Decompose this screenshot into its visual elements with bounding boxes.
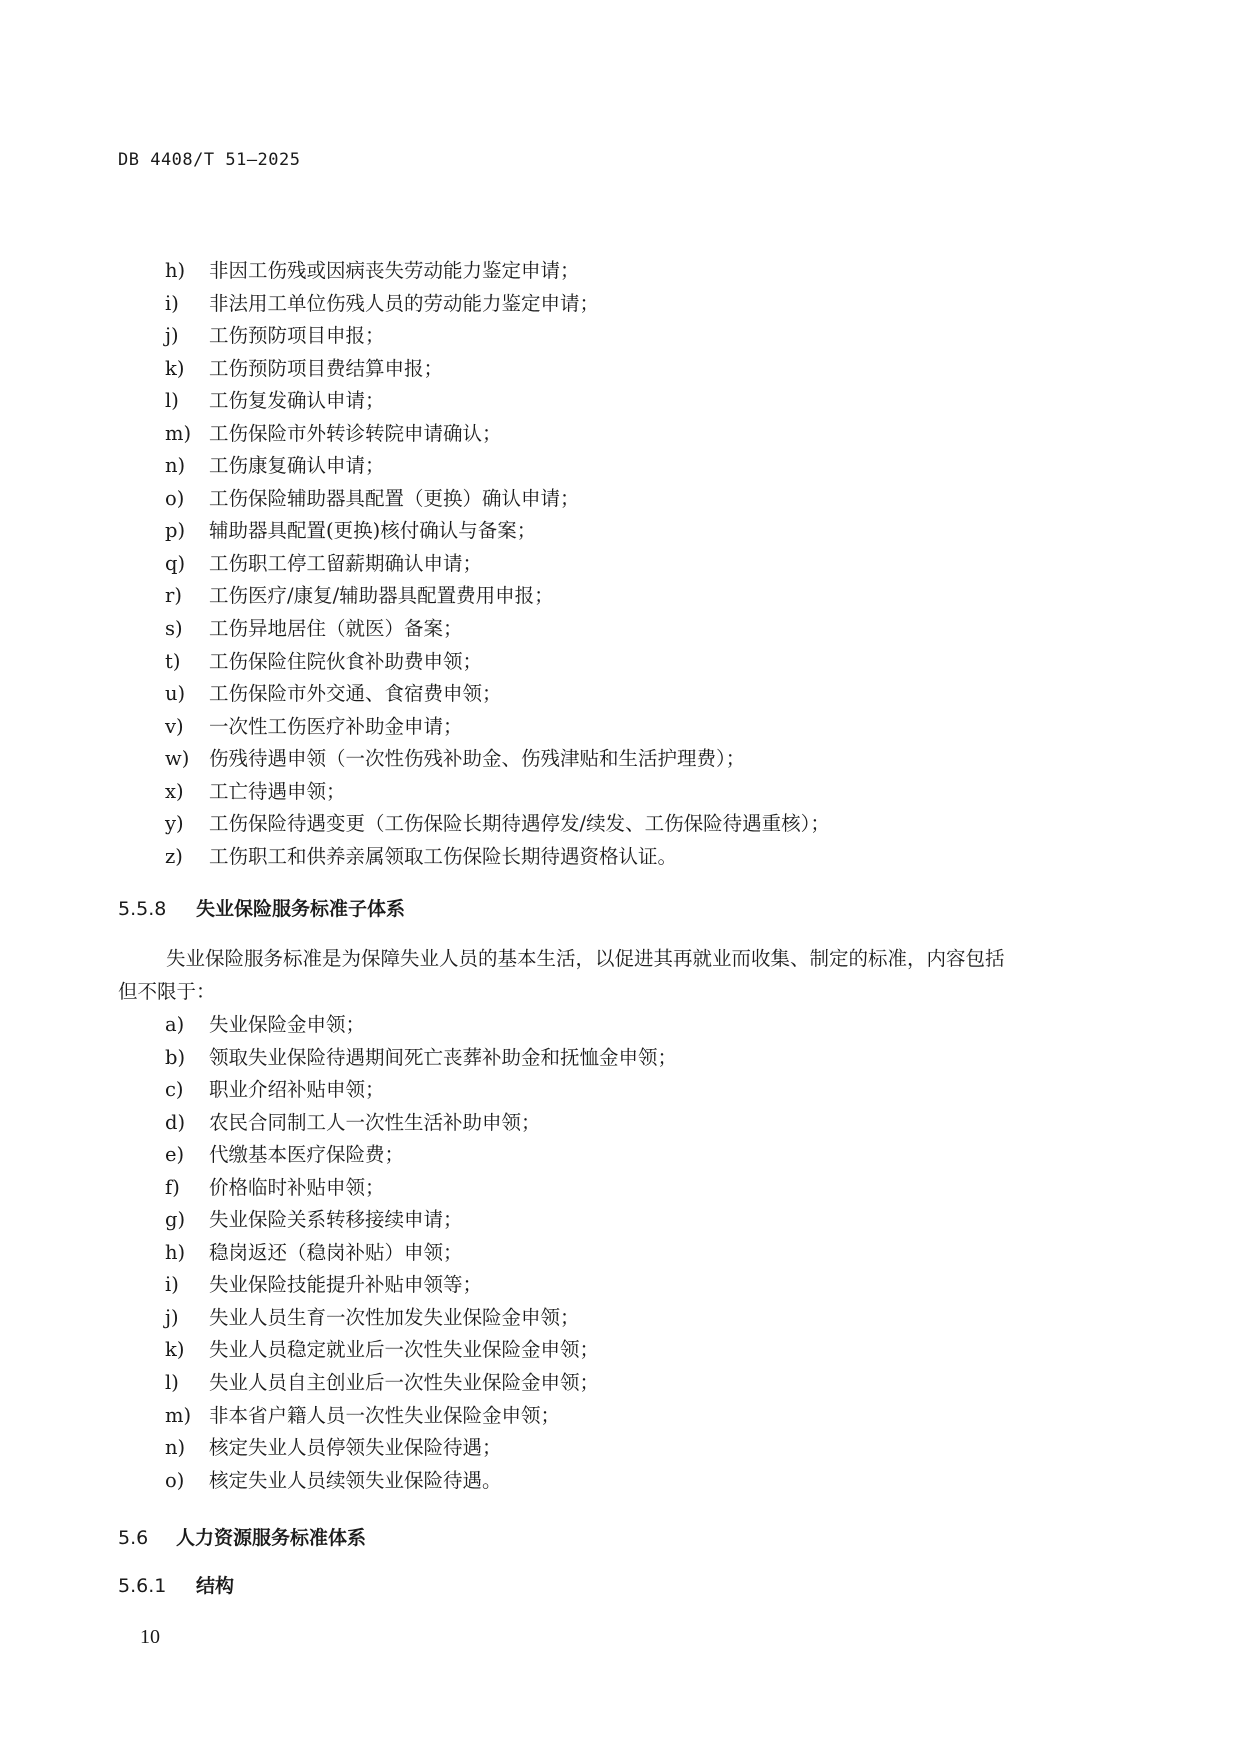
list-item-text: 工伤康复确认申请； [209,454,385,478]
list-marker: f) [165,1175,180,1199]
list-item-text: 代缴基本医疗保险费； [209,1143,405,1167]
list-marker: g) [165,1208,186,1232]
list-item [0,1334,1241,1367]
list-marker: d) [165,1110,186,1134]
document-code: DB 4408/T 51—2025 [118,150,301,170]
list-marker: j) [165,1305,179,1329]
section-title: 失业保险服务标准子体系 [196,898,406,920]
list-item-text: 工伤保险住院伙食补助费申领； [209,649,483,673]
list-marker: n) [165,1436,186,1460]
list-item [0,1172,1241,1205]
list-item-text: 价格临时补贴申领； [209,1175,385,1199]
list-marker: t) [165,649,181,673]
section-heading-5-6-1 [118,1571,234,1598]
list-item [0,808,1241,841]
list-marker: s) [165,617,183,641]
list-marker: a) [165,1013,185,1036]
list-item-text: 失业人员稳定就业后一次性失业保险金申领； [209,1338,600,1362]
list-item-text: 失业保险金申领； [209,1013,366,1036]
list-item [0,255,1241,288]
list-item [0,743,1241,776]
list-item-text: 辅助器具配置(更换)核付确认与备案； [209,519,537,543]
list-marker: x) [165,779,184,803]
list-item-text: 非本省户籍人员一次性失业保险金申领； [209,1403,561,1427]
list-item [0,1009,1241,1042]
list-item [0,418,1241,451]
list-item-text: 工亡待遇申领； [209,779,346,803]
section-title: 人力资源服务标准体系 [176,1527,367,1549]
section-heading-5-5-8 [118,894,405,921]
list-item-text: 工伤职工停工留薪期确认申请； [209,551,483,575]
list-item-text: 核定失业人员停领失业保险待遇； [209,1436,502,1460]
list-item [0,613,1241,646]
list-marker: l) [165,389,179,413]
list-marker: k) [165,356,185,380]
list-item [0,385,1241,418]
list-item [0,353,1241,386]
list-item-text: 工伤保险辅助器具配置（更换）确认申请； [209,486,580,510]
list-item [0,320,1241,353]
list-item-text: 工伤保险市外转诊转院申请确认； [209,421,502,445]
list-item-text: 非因工伤残或因病丧失劳动能力鉴定申请； [209,259,580,282]
list-marker: b) [165,1045,186,1069]
list-marker: o) [165,1468,185,1492]
list-marker: l) [165,1371,179,1395]
list-item [0,288,1241,321]
list-item-text: 核定失业人员续领失业保险待遇。 [209,1468,502,1492]
list-item-text: 工伤保险市外交通、食宿费申领； [209,682,502,706]
section-heading-5-6 [118,1523,366,1550]
paragraph-line: 失业保险服务标准是为保障失业人员的基本生活，以促进其再就业而收集、制定的标准，内容包括 [166,947,1005,970]
list-item-text: 伤残待遇申领（一次性伤残补助金、伤残津贴和生活护理费）； [209,747,746,771]
list-item [0,1237,1241,1270]
list-marker: q) [165,551,186,575]
list-item-text: 工伤职工和供养亲属领取工伤保险长期待遇资格认证。 [209,844,678,868]
list-marker: i) [165,291,179,315]
list-item [0,580,1241,613]
list-item-text: 工伤预防项目申报； [209,324,385,348]
list-marker: e) [165,1143,185,1167]
list-item-text: 非法用工单位伤残人员的劳动能力鉴定申请； [209,291,600,315]
list-item-text: 失业保险技能提升补贴申领等； [209,1273,483,1297]
section-intro-paragraph [118,942,1126,1008]
list-item [0,515,1241,548]
list-item [0,646,1241,679]
list-item [0,1204,1241,1237]
list-item [0,1367,1241,1400]
list-item [0,711,1241,744]
list-item [0,1432,1241,1465]
list-item-text: 领取失业保险待遇期间死亡丧葬补助金和抚恤金申领； [209,1045,678,1069]
unemployment-service-list [0,1009,1241,1497]
list-marker: k) [165,1338,185,1362]
section-title: 结构 [196,1575,235,1597]
section-number: 5.5.8 [118,898,167,920]
paragraph-line: 但不限于： [118,980,216,1003]
list-item-text: 失业人员生育一次性加发失业保险金申领； [209,1305,580,1329]
section-number: 5.6.1 [118,1575,167,1597]
list-marker: i) [165,1273,179,1297]
list-item-text: 工伤医疗/康复/辅助器具配置费用申报； [209,584,554,608]
list-item-text: 工伤预防项目费结算申报； [209,356,444,380]
list-item-text: 失业人员自主创业后一次性失业保险金申领； [209,1371,600,1395]
list-item [0,548,1241,581]
list-marker: v) [165,714,184,738]
list-marker: p) [165,519,186,543]
list-marker: h) [165,259,186,282]
list-item-text: 工伤复发确认申请； [209,389,385,413]
list-item [0,1074,1241,1107]
list-item [0,1107,1241,1140]
list-marker: u) [165,682,186,706]
list-marker: j) [165,324,179,348]
list-item-text: 稳岗返还（稳岗补贴）申领； [209,1240,463,1264]
list-item-text: 农民合同制工人一次性生活补助申领； [209,1110,541,1134]
list-item [0,1302,1241,1335]
list-item [0,1465,1241,1498]
list-marker: r) [165,584,182,608]
list-item [0,483,1241,516]
list-item [0,1139,1241,1172]
list-marker: y) [165,812,184,836]
list-item-text: 失业保险关系转移接续申请； [209,1208,463,1232]
list-item-text: 一次性工伤医疗补助金申请； [209,714,463,738]
list-item [0,678,1241,711]
list-marker: c) [165,1078,184,1102]
list-marker: n) [165,454,186,478]
list-marker: m) [165,421,192,445]
list-marker: h) [165,1240,186,1264]
list-item [0,1269,1241,1302]
list-item [0,1042,1241,1075]
list-item-text: 职业介绍补贴申领； [209,1078,385,1102]
list-item [0,776,1241,809]
list-item-text: 工伤保险待遇变更（工伤保险长期待遇停发/续发、工伤保险待遇重核）； [209,812,830,836]
section-number: 5.6 [118,1527,149,1549]
list-marker: w) [165,747,190,771]
list-marker: z) [165,844,183,868]
list-marker: o) [165,486,185,510]
list-item [0,450,1241,483]
list-item [0,841,1241,874]
list-marker: m) [165,1403,192,1427]
page-number: 10 [140,1626,160,1648]
work-injury-service-list [0,255,1241,873]
list-item [0,1400,1241,1433]
list-item-text: 工伤异地居住（就医）备案； [209,617,463,641]
